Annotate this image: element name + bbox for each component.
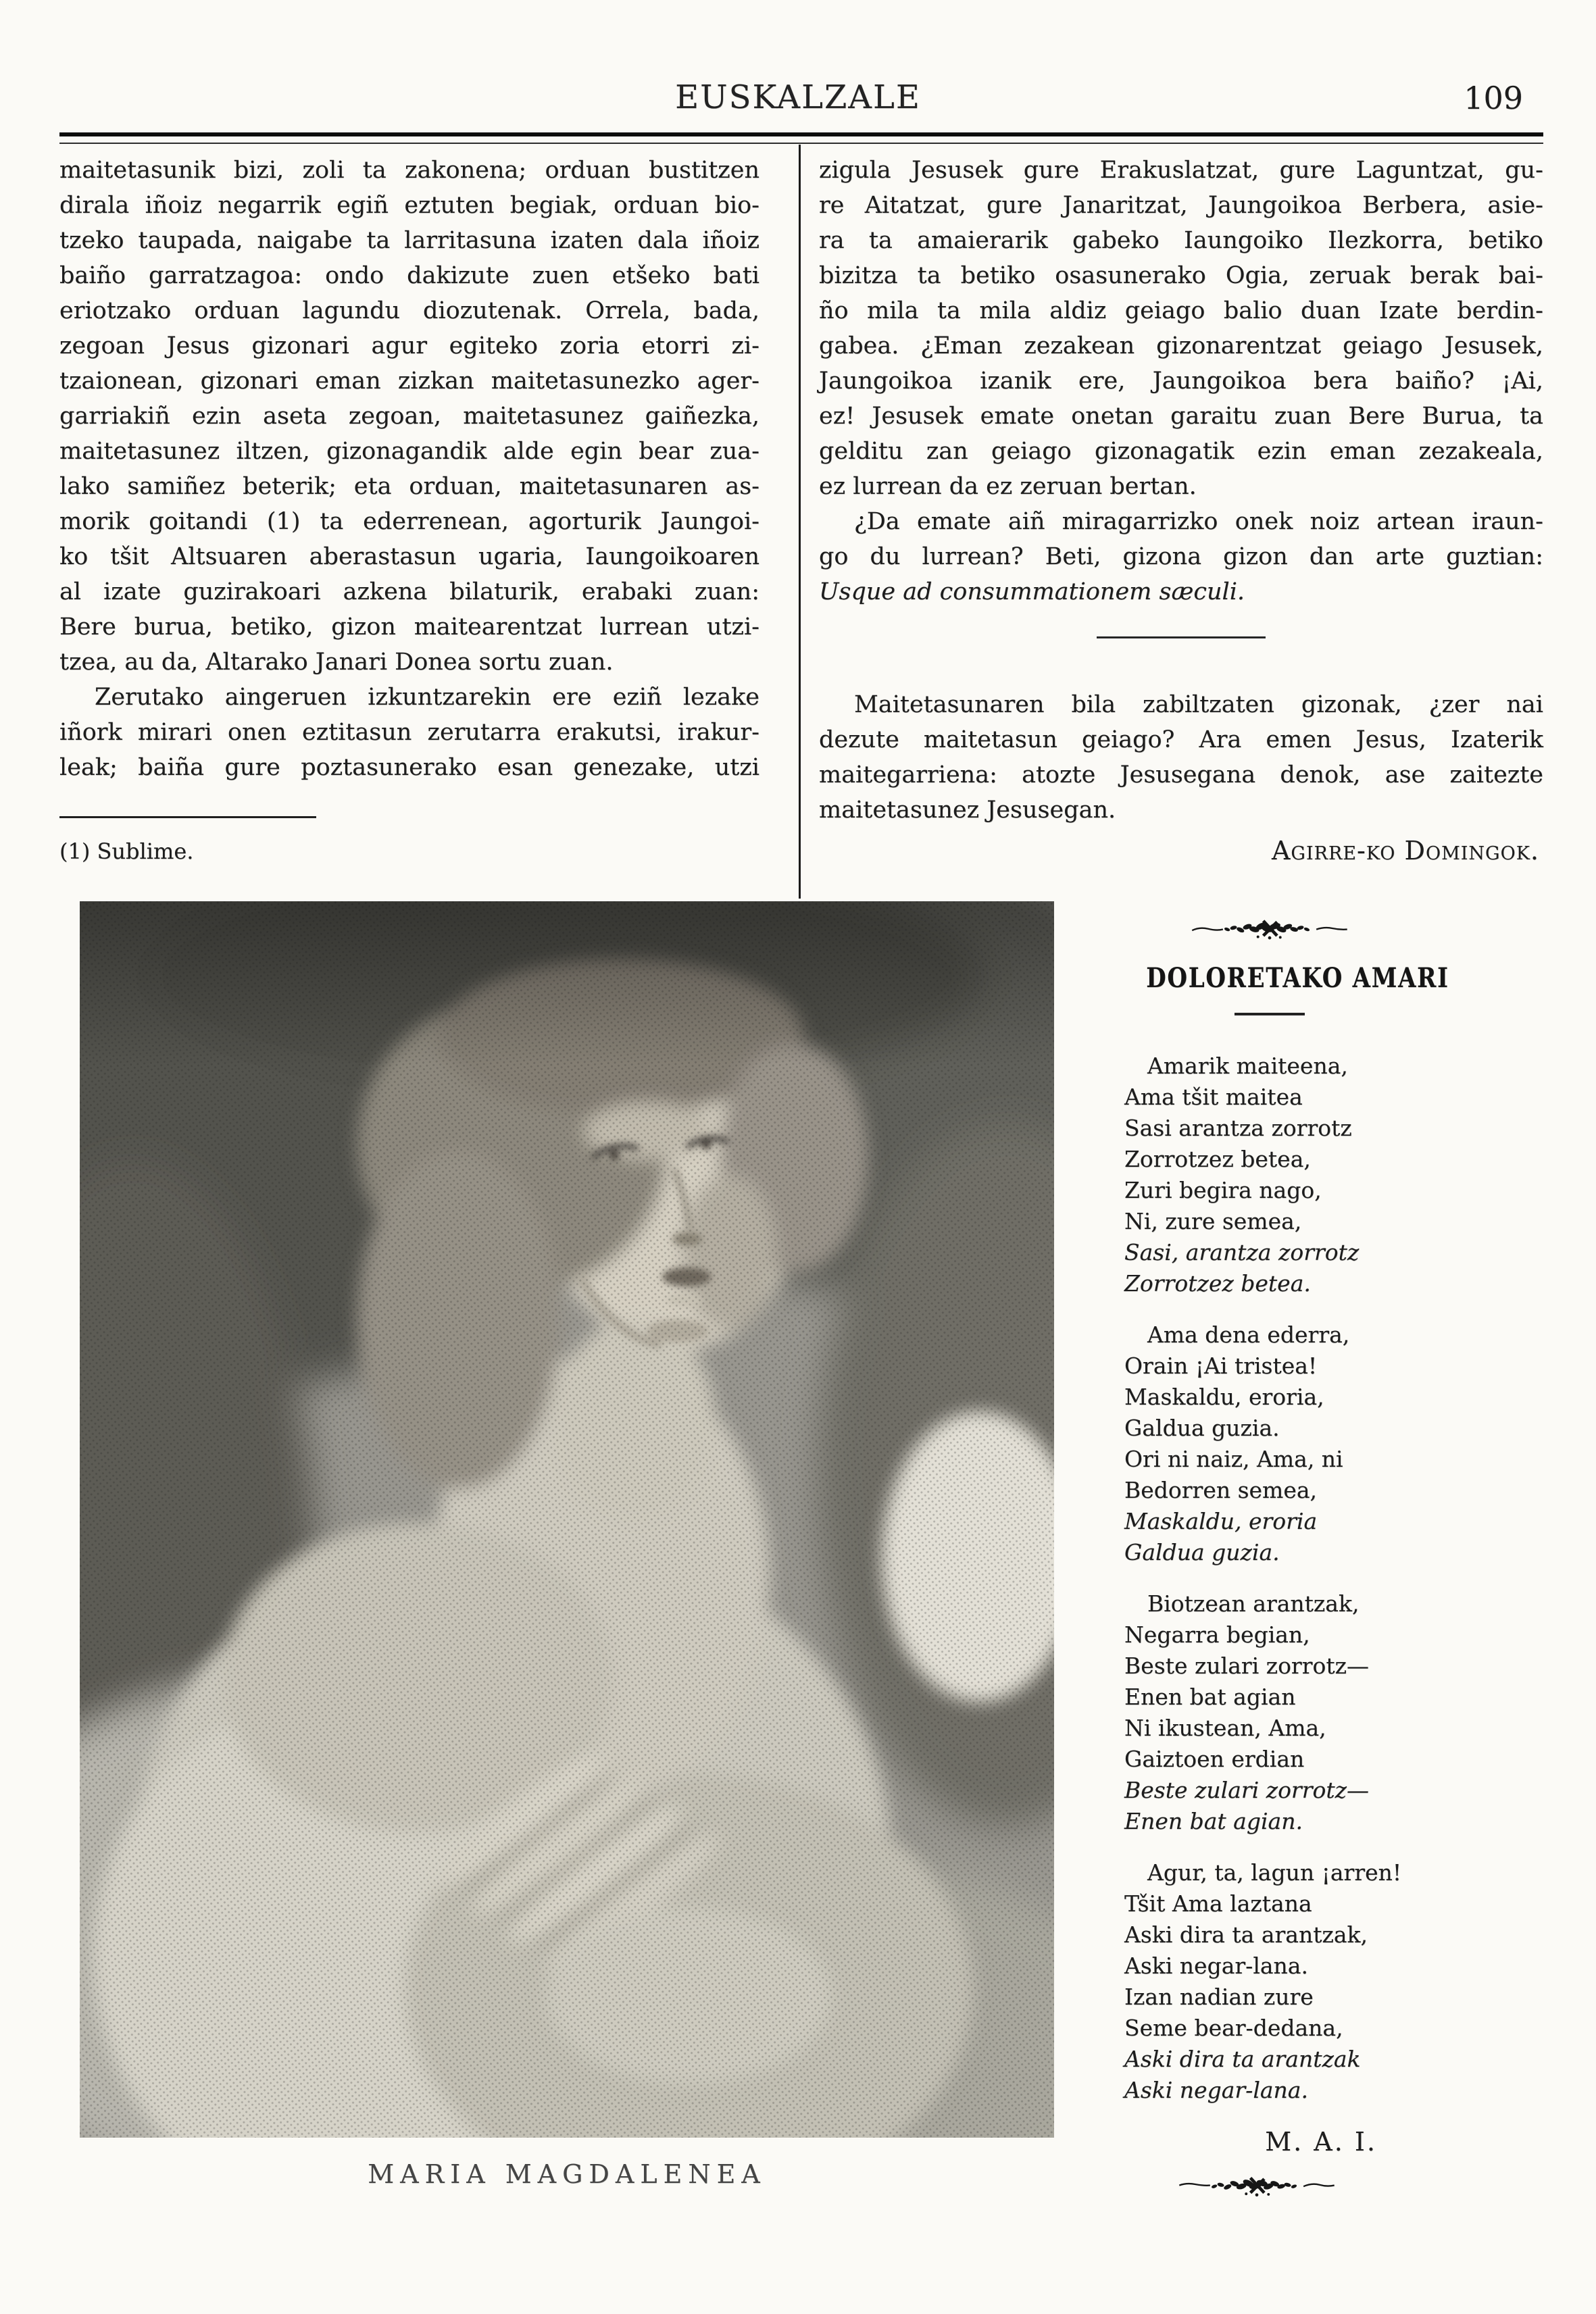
poem-line: Galdua guzia. <box>1124 1415 1280 1441</box>
article-column-left <box>59 153 789 864</box>
poem-line: Sasi, arantza zorrotz <box>1124 1239 1360 1265</box>
poem-line: Orain ¡Ai tristea! <box>1124 1353 1318 1379</box>
footnote: (1) Sublime. <box>59 838 194 864</box>
text-line: maitetasunik bizi, zoli ta zakonena; orduan bustitzen <box>59 157 759 184</box>
poem-line: Galdua guzia. <box>1124 1539 1280 1565</box>
text-line: leak; baiña gure poztasunerako esan genezake, utzi <box>59 754 759 781</box>
poem-line: Aski negar-lana. <box>1124 2077 1308 2103</box>
text-line: tzaionean, gizonari eman zizkan maitetasunezko ager- <box>59 368 759 395</box>
header-rule <box>59 132 1543 144</box>
poem-line: Seme bear-dedana, <box>1124 2015 1343 2041</box>
poem-line: Ni ikustean, Ama, <box>1124 1715 1326 1741</box>
poem-line: Enen bat agian <box>1124 1684 1296 1710</box>
text-line: ez lurrean da ez zeruan bertan. <box>819 473 1197 500</box>
page-number: 109 <box>1464 80 1523 116</box>
poem-line: Izan nadian zure <box>1124 1984 1314 2010</box>
poem-line: Zorrotzez betea, <box>1124 1146 1311 1172</box>
text-line: ra ta amaierarik gabeko Iaungoiko Ilezkorra, betiko <box>819 227 1543 254</box>
poem-line: Aski dira ta arantzak, <box>1124 1921 1368 1948</box>
right-column-paragraph-3 <box>819 687 1543 828</box>
poem-line: Ni, zure semea, <box>1124 1208 1302 1234</box>
poem-line: Bedorren semea, <box>1124 1477 1318 1503</box>
text-line: zigula Jesusek gure Erakuslatzat, gure Laguntzat, gu- <box>819 157 1543 184</box>
text-line: eriotzako orduan lagundu diozutenak. Orrela, bada, <box>59 297 759 324</box>
journal-title: EUSKALZALE <box>675 78 921 116</box>
text-line: maitetasunez iltzen, gizonagandik alde egin bear zua- <box>59 438 759 465</box>
poem-section <box>1124 913 1449 2199</box>
floral-ornament-icon <box>1168 913 1371 943</box>
column-divider <box>799 145 801 899</box>
text-line: tzea, au da, Altarako Janari Donea sortu zuan. <box>59 649 614 676</box>
magdalene-portrait-image <box>80 901 1054 2138</box>
article-column-right <box>789 153 1543 867</box>
poem-stanza <box>1124 1319 1415 1568</box>
right-column-paragraph-2 <box>819 504 1543 609</box>
poem-title-rule <box>1235 1013 1305 1015</box>
poem-line: Biotzean arantzak, <box>1147 1590 1360 1617</box>
floral-ornament-icon <box>1155 2169 1358 2199</box>
text-line: lako samiñez beterik; eta orduan, maitetasunaren as- <box>59 473 759 500</box>
poem-line: Sasi arantza zorrotz <box>1124 1115 1352 1141</box>
poem-stanza <box>1124 1051 1415 1299</box>
figure-caption: MARIA MAGDALENEA <box>368 2159 766 2189</box>
text-line: Zerutako aingeruen izkuntzarekin ere eziñ lezake <box>95 684 759 711</box>
poem-line: Ama tšit maitea <box>1124 1084 1303 1110</box>
poem-line: Maskaldu, eroria, <box>1124 1384 1324 1410</box>
text-line: garriakiñ ezin aseta zegoan, maitetasunez gaiñezka, <box>59 403 759 430</box>
text-line: ko tšit Altsuaren aberastasun ugaria, Iaungoikoaren <box>59 543 759 570</box>
text-line: Jaungoikoa izanik ere, Jaungoikoa bera baiño? ¡Ai, <box>819 368 1543 395</box>
text-line: dezute maitetasun geiago? Ara emen Jesus, Izaterik <box>819 726 1543 753</box>
poem-stanza <box>1124 1857 1415 2106</box>
text-line: Usque ad consummationem sæculi. <box>819 578 1245 605</box>
poem-line: Beste zulari zorrotz— <box>1124 1777 1370 1803</box>
article-signature: Agirre-ko Domingok. <box>1271 836 1539 865</box>
text-line: bizitza ta betiko osasunerako Ogia, zeruak berak bai- <box>819 262 1543 289</box>
poem-body <box>1124 1051 1415 2106</box>
poem-line: Gaiztoen erdian <box>1124 1746 1305 1772</box>
poem-line: Zorrotzez betea. <box>1124 1270 1311 1297</box>
text-line: Maitetasunaren bila zabiltzaten gizonak, ¿zer nai <box>854 691 1543 718</box>
footnote-rule <box>59 816 316 818</box>
text-line: iñork mirari onen eztitasun zerutarra erakutsi, irakur- <box>59 719 759 746</box>
text-line: maitetasunez Jesusegan. <box>819 797 1116 824</box>
text-line: ¿Da emate aiñ miragarrizko onek noiz artean iraun- <box>854 508 1543 535</box>
right-column-paragraph-1 <box>819 153 1543 504</box>
text-line: go du lurrean? Beti, gizona gizon dan arte guztian: <box>819 543 1543 570</box>
poem-line: Beste zulari zorrotz— <box>1124 1653 1370 1679</box>
text-line: dirala iñoiz negarrik egiñ eztuten begiak, orduan bio- <box>59 192 759 219</box>
poem-line: Maskaldu, eroria <box>1124 1508 1318 1534</box>
poem-line: Ori ni naiz, Ama, ni <box>1124 1446 1343 1472</box>
magdalene-portrait-figure <box>80 901 1054 2189</box>
text-line: gelditu zan geiago gizonagatik ezin eman zezakeala, <box>819 438 1543 465</box>
poem-line: Enen bat agian. <box>1124 1808 1303 1834</box>
poem-line: Negarra begian, <box>1124 1621 1310 1648</box>
poem-line: Agur, ta, lagun ¡arren! <box>1147 1859 1402 1886</box>
poem-title: DOLORETAKO AMARI <box>1146 962 1449 994</box>
poem-line: Amarik maiteena, <box>1147 1053 1348 1079</box>
text-line: gabea. ¿Eman zezakean gizonarentzat geiago Jesusek, <box>819 332 1543 359</box>
left-column-text <box>59 153 759 785</box>
poem-line: Ama dena ederra, <box>1147 1322 1350 1348</box>
poem-signature: M. A. I. <box>1265 2127 1377 2157</box>
poem-stanza <box>1124 1588 1415 1837</box>
text-line: Bere burua, betiko, gizon maitearentzat lurrean utzi- <box>59 613 759 640</box>
section-divider-rule <box>1097 636 1266 638</box>
text-line: re Aitatzat, gure Janaritzat, Jaungoikoa Berbera, asie- <box>819 192 1543 219</box>
text-line: zegoan Jesus gizonari agur egiteko zoria etorri zi- <box>59 332 759 359</box>
poem-line: Tšit Ama laztana <box>1124 1890 1312 1917</box>
text-line: tzeko taupada, naigabe ta larritasuna izaten dala iñoiz <box>59 227 759 254</box>
poem-line: Zuri begira nago, <box>1124 1177 1322 1203</box>
text-line: ño mila ta mila aldiz geiago balio duan Izate berdin- <box>819 297 1543 324</box>
text-line: al izate guzirakoari azkena bilaturik, erabaki zuan: <box>59 578 759 605</box>
text-line: ez! Jesusek emate onetan garaitu zuan Bere Burua, ta <box>819 403 1543 430</box>
poem-line: Aski dira ta arantzak <box>1124 2046 1361 2072</box>
text-line: maitegarriena: atozte Jesusegana denok, ase zaitezte <box>819 761 1543 788</box>
text-line: morik goitandi (1) ta ederrenean, agorturik Jaungoi- <box>59 508 759 535</box>
text-line: baiño garratzagoa: ondo dakizute zuen etšeko bati <box>59 262 759 289</box>
article-body <box>59 153 1543 867</box>
poem-line: Aski negar-lana. <box>1124 1953 1308 1979</box>
